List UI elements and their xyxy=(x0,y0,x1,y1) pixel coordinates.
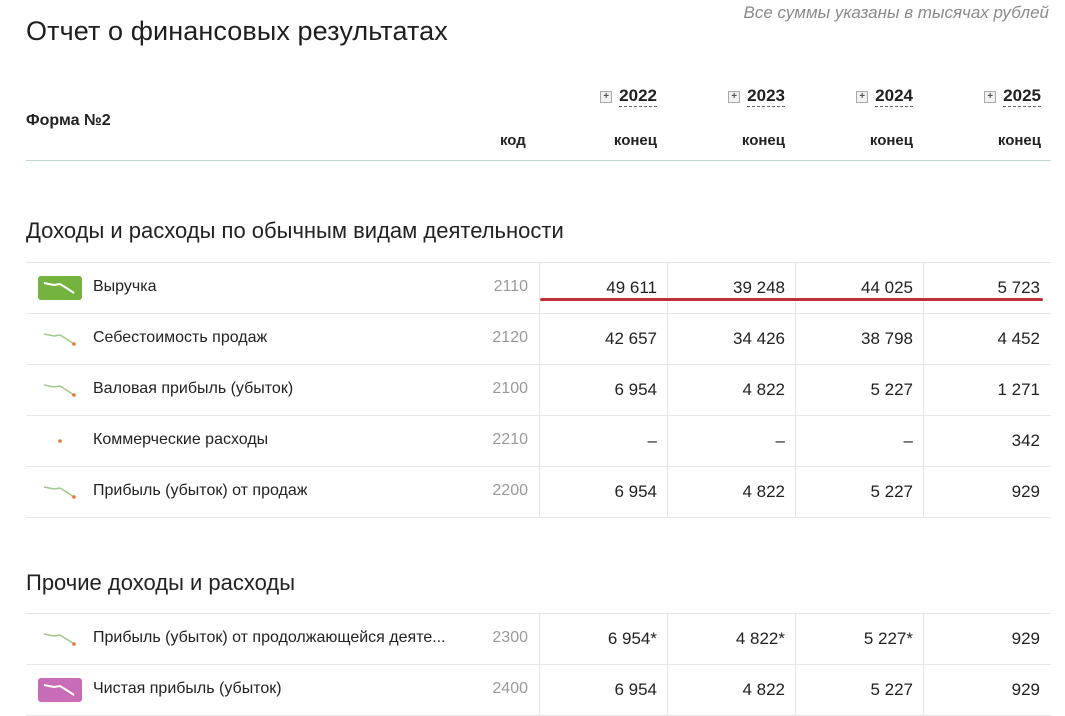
year-header-2025[interactable]: + 2025 xyxy=(951,86,1041,106)
value-cell: 39 248 xyxy=(733,278,785,297)
table-row[interactable] xyxy=(26,665,1051,716)
section-title: Доходы и расходы по обычным видам деятельности xyxy=(26,218,564,243)
value-cell: – xyxy=(647,431,657,450)
row-label: Себестоимость продаж xyxy=(93,329,268,346)
table-row[interactable] xyxy=(26,365,1051,416)
value-cell: 5 227* xyxy=(863,629,913,648)
value-cell: – xyxy=(775,431,785,450)
year-header-2023[interactable]: + 2023 xyxy=(695,86,785,106)
value-cell: 6 954* xyxy=(607,629,657,648)
table-row[interactable] xyxy=(26,263,1051,314)
expand-icon[interactable]: + xyxy=(856,91,868,103)
trend-down-icon[interactable] xyxy=(38,378,82,402)
row-code: 2110 xyxy=(493,278,528,295)
row-label: Выручка xyxy=(93,278,157,295)
value-cell: 42 657 xyxy=(605,329,657,348)
trend-down-icon[interactable] xyxy=(38,480,82,504)
form-label: Форма №2 xyxy=(26,112,111,129)
section-table xyxy=(26,613,1051,716)
value-cell: 38 798 xyxy=(861,329,913,348)
value-cell: 5 723 xyxy=(997,278,1040,297)
trend-down-icon[interactable] xyxy=(38,678,82,702)
table-row[interactable] xyxy=(26,614,1051,665)
trend-down-icon[interactable] xyxy=(38,327,82,351)
row-label: Чистая прибыль (убыток) xyxy=(93,680,282,697)
period-label: конец xyxy=(741,132,785,149)
value-cell: 34 426 xyxy=(733,329,785,348)
value-cell: – xyxy=(903,431,913,450)
page-title: Отчет о финансовых результатах xyxy=(26,16,448,46)
value-cell: 929 xyxy=(1011,680,1040,699)
value-cell: 6 954 xyxy=(614,482,657,501)
trend-down-icon[interactable] xyxy=(38,627,82,651)
value-cell: 49 611 xyxy=(606,278,657,297)
value-cell: 6 954 xyxy=(614,380,657,399)
row-code: 2200 xyxy=(492,482,528,499)
code-column-header: код xyxy=(500,132,526,149)
expand-icon[interactable]: + xyxy=(728,91,740,103)
row-code: 2100 xyxy=(492,380,528,397)
dot-icon[interactable] xyxy=(38,429,82,453)
row-label: Прибыль (убыток) от продолжающейся деяте... xyxy=(93,629,446,646)
expand-icon[interactable]: + xyxy=(600,91,612,103)
row-label: Прибыль (убыток) от продаж xyxy=(93,482,308,499)
expand-icon[interactable]: + xyxy=(984,91,996,103)
table-row[interactable] xyxy=(26,467,1051,518)
row-code: 2210 xyxy=(492,431,528,448)
value-cell: 4 452 xyxy=(997,329,1040,348)
year-header-2022[interactable]: + 2022 xyxy=(567,86,657,106)
value-cell: 4 822* xyxy=(735,629,785,648)
value-cell: 5 227 xyxy=(870,482,913,501)
value-cell: 929 xyxy=(1011,629,1040,648)
row-label: Валовая прибыль (убыток) xyxy=(93,380,294,397)
table-row[interactable] xyxy=(26,314,1051,365)
year-header-2024[interactable]: + 2024 xyxy=(823,86,913,106)
row-code: 2120 xyxy=(492,329,528,346)
value-cell: 5 227 xyxy=(870,380,913,399)
table-row[interactable] xyxy=(26,416,1051,467)
value-cell: 4 822 xyxy=(742,482,785,501)
period-label: конец xyxy=(869,132,913,149)
value-cell: 4 822 xyxy=(742,680,785,699)
row-code: 2400 xyxy=(492,680,528,697)
table-header xyxy=(26,80,1051,161)
period-label: конец xyxy=(997,132,1041,149)
value-cell: 6 954 xyxy=(614,680,657,699)
row-label: Коммерческие расходы xyxy=(93,431,269,448)
currency-note: Все суммы указаны в тысячах рублей xyxy=(743,3,1049,22)
value-cell: 1 271 xyxy=(997,380,1040,399)
row-code: 2300 xyxy=(492,629,528,646)
value-cell: 342 xyxy=(1011,431,1040,450)
value-cell: 44 025 xyxy=(861,278,913,297)
trend-down-icon[interactable] xyxy=(38,276,82,300)
section-title: Прочие доходы и расходы xyxy=(26,570,296,595)
value-cell: 5 227 xyxy=(870,680,913,699)
value-cell: 4 822 xyxy=(742,380,785,399)
highlight-underline xyxy=(540,298,1043,301)
value-cell: 929 xyxy=(1011,482,1040,501)
period-label: конец xyxy=(613,132,657,149)
section-table xyxy=(26,262,1051,518)
